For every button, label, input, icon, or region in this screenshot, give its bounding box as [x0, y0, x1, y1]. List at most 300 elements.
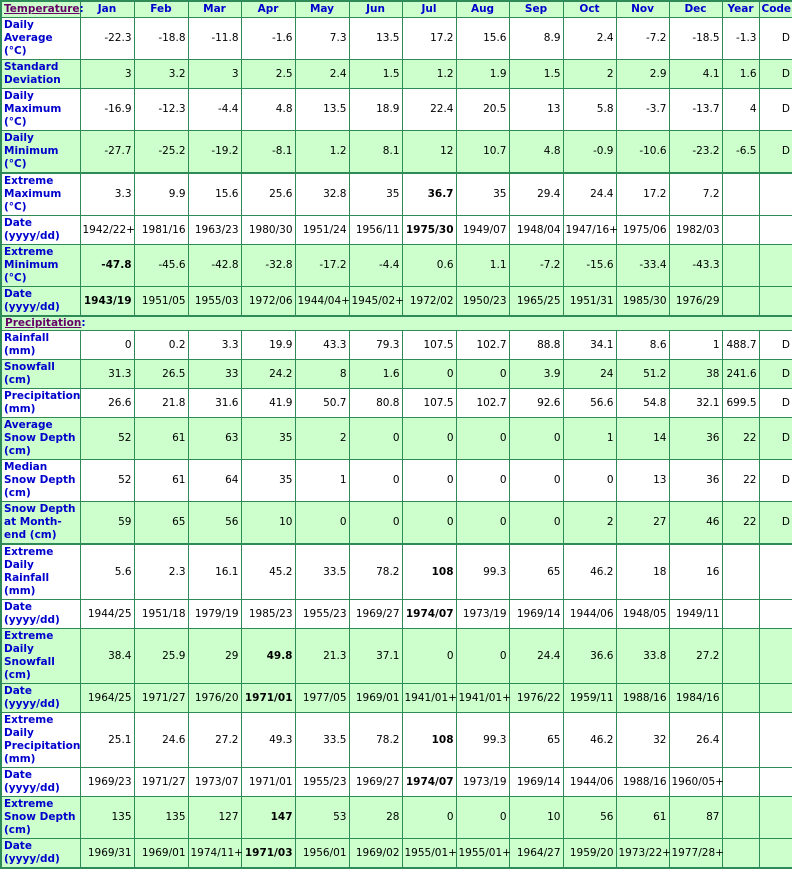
column-header-apr: Apr [241, 1, 295, 18]
value-cell: -4.4 [349, 245, 402, 287]
table-row [1, 245, 792, 287]
value-cell: 0 [349, 502, 402, 545]
value-cell: 45.2 [241, 544, 295, 600]
value-cell: 2.9 [616, 60, 669, 89]
value-cell: 54.8 [616, 389, 669, 418]
code-cell: D [759, 502, 792, 545]
code-cell [759, 797, 792, 839]
value-cell: 17.2 [616, 173, 669, 216]
table-row [1, 89, 792, 131]
row-label: Standard Deviation [1, 60, 80, 89]
value-cell: 107.5 [402, 331, 456, 360]
value-cell: 1973/19 [456, 600, 509, 629]
value-cell: -4.4 [188, 89, 241, 131]
row-label: Date (yyyy/dd) [1, 839, 80, 869]
year-cell [722, 839, 759, 869]
value-cell: 1969/02 [349, 839, 402, 869]
value-cell: -8.1 [241, 131, 295, 174]
value-cell: 1947/16+ [563, 216, 616, 245]
value-cell: -15.6 [563, 245, 616, 287]
value-cell: 2.4 [295, 60, 349, 89]
table-row [1, 131, 792, 174]
code-cell [759, 216, 792, 245]
table-row [1, 173, 792, 216]
year-cell: 22 [722, 502, 759, 545]
value-cell: 3.9 [509, 360, 563, 389]
value-cell: 52 [80, 418, 134, 460]
code-cell [759, 839, 792, 869]
value-cell: -18.5 [669, 18, 722, 60]
value-cell: 29.4 [509, 173, 563, 216]
year-cell [722, 216, 759, 245]
value-cell: 0 [295, 502, 349, 545]
value-cell: 0 [402, 360, 456, 389]
value-cell: 108 [402, 713, 456, 768]
value-cell: -18.8 [134, 18, 188, 60]
value-cell: 2.5 [241, 60, 295, 89]
code-cell: D [759, 89, 792, 131]
value-cell: 34.1 [563, 331, 616, 360]
year-cell: 22 [722, 460, 759, 502]
code-cell: D [759, 460, 792, 502]
value-cell: 26.5 [134, 360, 188, 389]
value-cell: 1951/18 [134, 600, 188, 629]
value-cell: 1951/24 [295, 216, 349, 245]
value-cell: 102.7 [456, 389, 509, 418]
value-cell: 1974/11+ [188, 839, 241, 869]
value-cell: 38.4 [80, 629, 134, 684]
value-cell: 88.8 [509, 331, 563, 360]
value-cell: 21.8 [134, 389, 188, 418]
value-cell: 2.4 [563, 18, 616, 60]
value-cell: 1959/20 [563, 839, 616, 869]
value-cell: 1955/23 [295, 600, 349, 629]
value-cell: 27 [616, 502, 669, 545]
value-cell: 1.5 [349, 60, 402, 89]
value-cell: 1964/25 [80, 684, 134, 713]
value-cell: 1944/25 [80, 600, 134, 629]
value-cell: 56 [188, 502, 241, 545]
value-cell: 0 [509, 502, 563, 545]
code-cell: D [759, 60, 792, 89]
value-cell: -17.2 [295, 245, 349, 287]
value-cell: 1988/16 [616, 684, 669, 713]
value-cell: 1944/06 [563, 768, 616, 797]
row-label: Average Snow Depth (cm) [1, 418, 80, 460]
value-cell: 31.3 [80, 360, 134, 389]
value-cell: 35 [241, 418, 295, 460]
row-label: Daily Average (°C) [1, 18, 80, 60]
value-cell: 1948/04 [509, 216, 563, 245]
value-cell: 64 [188, 460, 241, 502]
value-cell: 1969/01 [134, 839, 188, 869]
value-cell: 2 [295, 418, 349, 460]
value-cell: 52 [80, 460, 134, 502]
row-label: Extreme Daily Rainfall (mm) [1, 544, 80, 600]
column-header-year: Year [722, 1, 759, 18]
table-row [1, 360, 792, 389]
value-cell: 1941/01+ [456, 684, 509, 713]
value-cell: 1945/02+ [349, 287, 402, 317]
value-cell: 24 [563, 360, 616, 389]
table-row [1, 768, 792, 797]
value-cell: 1.9 [456, 60, 509, 89]
value-cell: 32 [616, 713, 669, 768]
value-cell: 1942/22+ [80, 216, 134, 245]
value-cell: 1963/23 [188, 216, 241, 245]
column-header-jul: Jul [402, 1, 456, 18]
code-cell: D [759, 331, 792, 360]
code-cell [759, 684, 792, 713]
value-cell: 1979/19 [188, 600, 241, 629]
value-cell: 1969/31 [80, 839, 134, 869]
value-cell: 16.1 [188, 544, 241, 600]
value-cell: 3.3 [80, 173, 134, 216]
value-cell: 24.6 [134, 713, 188, 768]
value-cell: 1951/05 [134, 287, 188, 317]
value-cell: 1971/01 [241, 768, 295, 797]
value-cell: 0 [402, 418, 456, 460]
value-cell: 13 [509, 89, 563, 131]
value-cell: 61 [134, 418, 188, 460]
value-cell: 32.1 [669, 389, 722, 418]
year-cell [722, 797, 759, 839]
value-cell: 3.2 [134, 60, 188, 89]
value-cell: 61 [616, 797, 669, 839]
value-cell: 1971/27 [134, 684, 188, 713]
value-cell: 1973/19 [456, 768, 509, 797]
value-cell: 1956/01 [295, 839, 349, 869]
value-cell: 1971/03 [241, 839, 295, 869]
code-cell: D [759, 389, 792, 418]
value-cell: 65 [134, 502, 188, 545]
row-label: Date (yyyy/dd) [1, 684, 80, 713]
table-row [1, 684, 792, 713]
value-cell: 24.4 [509, 629, 563, 684]
value-cell: 19.9 [241, 331, 295, 360]
year-cell [722, 287, 759, 317]
row-label: Median Snow Depth (cm) [1, 460, 80, 502]
value-cell: 26.6 [80, 389, 134, 418]
colon: : [81, 317, 86, 329]
value-cell: -3.7 [616, 89, 669, 131]
column-header-code: Code [759, 1, 792, 18]
year-cell [722, 245, 759, 287]
value-cell: 50.7 [295, 389, 349, 418]
value-cell: 87 [669, 797, 722, 839]
row-label: Extreme Daily Snowfall (cm) [1, 629, 80, 684]
column-header-nov: Nov [616, 1, 669, 18]
value-cell: 0.2 [134, 331, 188, 360]
year-cell [722, 713, 759, 768]
column-header-sep: Sep [509, 1, 563, 18]
column-header-feb: Feb [134, 1, 188, 18]
value-cell: 0 [509, 418, 563, 460]
value-cell: 22.4 [402, 89, 456, 131]
value-cell: -47.8 [80, 245, 134, 287]
value-cell: 8.9 [509, 18, 563, 60]
value-cell: 108 [402, 544, 456, 600]
value-cell: 1977/28+ [669, 839, 722, 869]
value-cell: 51.2 [616, 360, 669, 389]
code-cell [759, 173, 792, 216]
table-row [1, 460, 792, 502]
column-header-jan: Jan [80, 1, 134, 18]
value-cell: 16 [669, 544, 722, 600]
row-label: Extreme Minimum (°C) [1, 245, 80, 287]
year-cell: 22 [722, 418, 759, 460]
value-cell: 33 [188, 360, 241, 389]
value-cell: 1 [669, 331, 722, 360]
value-cell: 21.3 [295, 629, 349, 684]
value-cell: 49.8 [241, 629, 295, 684]
table-row [1, 713, 792, 768]
value-cell: 65 [509, 544, 563, 600]
year-cell [722, 173, 759, 216]
value-cell: 33.5 [295, 713, 349, 768]
value-cell: 49.3 [241, 713, 295, 768]
value-cell: 0 [402, 797, 456, 839]
value-cell: -43.3 [669, 245, 722, 287]
row-label: Snowfall (cm) [1, 360, 80, 389]
row-label: Date (yyyy/dd) [1, 768, 80, 797]
value-cell: 25.1 [80, 713, 134, 768]
value-cell: 35 [241, 460, 295, 502]
value-cell: 1988/16 [616, 768, 669, 797]
value-cell: -19.2 [188, 131, 241, 174]
header-row [1, 1, 792, 18]
value-cell: 1985/23 [241, 600, 295, 629]
value-cell: 1950/23 [456, 287, 509, 317]
value-cell: 0.6 [402, 245, 456, 287]
column-header-dec: Dec [669, 1, 722, 18]
value-cell: 63 [188, 418, 241, 460]
table-row [1, 216, 792, 245]
value-cell: 0 [80, 331, 134, 360]
value-cell: 32.8 [295, 173, 349, 216]
value-cell: 35 [349, 173, 402, 216]
value-cell: 25.6 [241, 173, 295, 216]
value-cell: 46.2 [563, 544, 616, 600]
value-cell: -13.7 [669, 89, 722, 131]
value-cell: 1977/05 [295, 684, 349, 713]
value-cell: 4.8 [241, 89, 295, 131]
value-cell: 0 [563, 460, 616, 502]
value-cell: 46 [669, 502, 722, 545]
code-cell: D [759, 18, 792, 60]
code-cell: D [759, 418, 792, 460]
value-cell: 1.6 [349, 360, 402, 389]
precipitation-link[interactable]: Precipitation [5, 317, 82, 329]
value-cell: 1951/31 [563, 287, 616, 317]
value-cell: 1984/16 [669, 684, 722, 713]
value-cell: 78.2 [349, 713, 402, 768]
value-cell: 99.3 [456, 713, 509, 768]
value-cell: 53 [295, 797, 349, 839]
row-label: Extreme Maximum (°C) [1, 173, 80, 216]
value-cell: 147 [241, 797, 295, 839]
value-cell: 46.2 [563, 713, 616, 768]
value-cell: 1 [295, 460, 349, 502]
table-row [1, 629, 792, 684]
value-cell: 1.2 [402, 60, 456, 89]
value-cell: 1975/30 [402, 216, 456, 245]
value-cell: 1956/11 [349, 216, 402, 245]
value-cell: 1973/07 [188, 768, 241, 797]
value-cell: 27.2 [669, 629, 722, 684]
table-row [1, 60, 792, 89]
row-label: Date (yyyy/dd) [1, 216, 80, 245]
value-cell: 10.7 [456, 131, 509, 174]
value-cell: 1941/01+ [402, 684, 456, 713]
code-cell [759, 245, 792, 287]
value-cell: 1980/30 [241, 216, 295, 245]
value-cell: 0 [402, 629, 456, 684]
value-cell: 135 [80, 797, 134, 839]
value-cell: 36 [669, 418, 722, 460]
year-cell [722, 684, 759, 713]
value-cell: 5.8 [563, 89, 616, 131]
value-cell: 1959/11 [563, 684, 616, 713]
value-cell: 4.8 [509, 131, 563, 174]
value-cell: 1969/27 [349, 600, 402, 629]
value-cell: 1971/01 [241, 684, 295, 713]
value-cell: 0 [509, 460, 563, 502]
value-cell: -1.6 [241, 18, 295, 60]
value-cell: 78.2 [349, 544, 402, 600]
value-cell: 1975/06 [616, 216, 669, 245]
value-cell: 92.6 [509, 389, 563, 418]
row-label: Extreme Snow Depth (cm) [1, 797, 80, 839]
value-cell: 0 [456, 460, 509, 502]
value-cell: 36.7 [402, 173, 456, 216]
value-cell: 1969/14 [509, 600, 563, 629]
value-cell: 24.2 [241, 360, 295, 389]
value-cell: 102.7 [456, 331, 509, 360]
value-cell: 1949/11 [669, 600, 722, 629]
value-cell: 0 [456, 797, 509, 839]
table-row [1, 287, 792, 317]
value-cell: 9.9 [134, 173, 188, 216]
row-label: Daily Minimum (°C) [1, 131, 80, 174]
value-cell: 1974/07 [402, 600, 456, 629]
table-row [1, 18, 792, 60]
value-cell: 0 [402, 502, 456, 545]
row-label: Date (yyyy/dd) [1, 287, 80, 317]
value-cell: 31.6 [188, 389, 241, 418]
value-cell: 127 [188, 797, 241, 839]
value-cell: 1972/02 [402, 287, 456, 317]
value-cell: 1.2 [295, 131, 349, 174]
value-cell: 1964/27 [509, 839, 563, 869]
year-cell: 4 [722, 89, 759, 131]
value-cell: 25.9 [134, 629, 188, 684]
table-row [1, 544, 792, 600]
value-cell: 14 [616, 418, 669, 460]
value-cell: 33.5 [295, 544, 349, 600]
value-cell: 35 [456, 173, 509, 216]
table-row [1, 331, 792, 360]
temperature-section-header [1, 1, 84, 18]
value-cell: 3 [188, 60, 241, 89]
value-cell: 59 [80, 502, 134, 545]
value-cell: 12 [402, 131, 456, 174]
value-cell: 0 [402, 460, 456, 502]
row-label: Precipitation (mm) [1, 389, 80, 418]
value-cell: -10.6 [616, 131, 669, 174]
row-label: Daily Maximum (°C) [1, 89, 80, 131]
code-cell [759, 600, 792, 629]
value-cell: 18 [616, 544, 669, 600]
value-cell: 1982/03 [669, 216, 722, 245]
value-cell: -33.4 [616, 245, 669, 287]
value-cell: -7.2 [509, 245, 563, 287]
row-label: Snow Depth at Month-end (cm) [1, 502, 80, 545]
year-cell: -1.3 [722, 18, 759, 60]
precipitation-section-row [1, 316, 792, 331]
value-cell: 1955/01+ [456, 839, 509, 869]
value-cell: 7.3 [295, 18, 349, 60]
value-cell: 56.6 [563, 389, 616, 418]
value-cell: 8 [295, 360, 349, 389]
value-cell: 1955/03 [188, 287, 241, 317]
table-row [1, 502, 792, 545]
value-cell: 1944/06 [563, 600, 616, 629]
value-cell: -16.9 [80, 89, 134, 131]
table-row [1, 839, 792, 869]
value-cell: 20.5 [456, 89, 509, 131]
value-cell: 0 [456, 360, 509, 389]
temperature-link[interactable]: Temperature [4, 3, 80, 15]
value-cell: 56 [563, 797, 616, 839]
column-header-mar: Mar [188, 1, 241, 18]
value-cell: 1 [563, 418, 616, 460]
value-cell: 15.6 [456, 18, 509, 60]
value-cell: 1965/25 [509, 287, 563, 317]
value-cell: -22.3 [80, 18, 134, 60]
value-cell: 107.5 [402, 389, 456, 418]
value-cell: 0 [456, 502, 509, 545]
code-cell: D [759, 360, 792, 389]
value-cell: 0 [349, 460, 402, 502]
value-cell: 1969/27 [349, 768, 402, 797]
value-cell: 37.1 [349, 629, 402, 684]
value-cell: 43.3 [295, 331, 349, 360]
value-cell: 41.9 [241, 389, 295, 418]
code-cell [759, 287, 792, 317]
value-cell: -12.3 [134, 89, 188, 131]
value-cell: -25.2 [134, 131, 188, 174]
value-cell: 1971/27 [134, 768, 188, 797]
code-cell [759, 713, 792, 768]
value-cell: 33.8 [616, 629, 669, 684]
value-cell: 0 [349, 418, 402, 460]
value-cell: 1969/01 [349, 684, 402, 713]
year-cell [722, 600, 759, 629]
value-cell: 15.6 [188, 173, 241, 216]
value-cell: 3.3 [188, 331, 241, 360]
value-cell: 1949/07 [456, 216, 509, 245]
value-cell: 26.4 [669, 713, 722, 768]
value-cell: 13 [616, 460, 669, 502]
value-cell: 2.3 [134, 544, 188, 600]
year-cell: 699.5 [722, 389, 759, 418]
value-cell: 7.2 [669, 173, 722, 216]
table-row [1, 389, 792, 418]
colon: : [79, 3, 84, 15]
value-cell: 1.5 [509, 60, 563, 89]
value-cell: 0 [456, 418, 509, 460]
